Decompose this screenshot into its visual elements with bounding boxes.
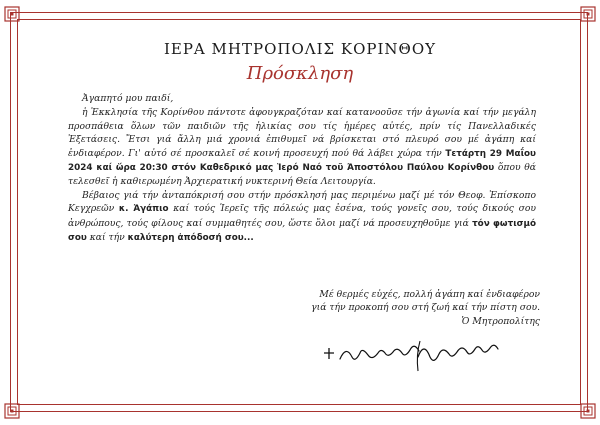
corner-ornament-icon	[2, 4, 22, 24]
document-title: ΙΕΡΑ ΜΗΤΡΟΠΟΛΙΣ ΚΟΡΙΝΘΟΥ	[163, 40, 437, 58]
closing-line-1: Μέ θερμές εὐχές, πολλή ἀγάπη καί ἐνδιαφέρον	[319, 289, 540, 300]
paragraph-text: καί τούς Ἱερεῖς τῆς πόλεώς μας ἐσένα, τούς γονεῖς σου, τούς δικούς σου ἀνθρώπους, τούς φίλους καί συμμαθητές σου, ὥστε ὅλοι μαζί νά προσευχηθοῦμε γιά	[68, 203, 536, 229]
paragraph-text: καί τήν	[86, 232, 128, 244]
bishop-name: κ. Ἀγάπιο	[118, 204, 169, 215]
closing-line-2: γιά τήν προκοπή σου στή ζωή καί τήν πίστη σου.	[311, 302, 540, 314]
signature-icon	[320, 335, 530, 375]
closing-block	[250, 288, 540, 328]
greeting: Ἀγαπητό μου παιδί,	[82, 93, 174, 104]
document-subtitle: Πρόσκληση	[246, 63, 354, 84]
emphasis-text: τόν φωτισμό σου	[68, 218, 536, 244]
corner-ornament-icon	[578, 4, 598, 24]
closing-line-3: Ὁ Μητροπολίτης	[461, 315, 540, 327]
corner-ornament-icon	[2, 401, 22, 421]
letter-body	[68, 92, 536, 245]
corner-ornament-icon	[578, 401, 598, 421]
paragraph-text: ὅπου θά τελεσθεῖ ἡ καθιερωμένη Ἀρχιερατική νυκτερινή Θεία Λειτουργία.	[68, 162, 536, 188]
paragraph-text: ἡ Ἐκκλησία τῆς Κορίνθου πάντοτε ἀφουγκραζόταν καί κατανοοῦσε τήν ἀγωνία καί τήν μεγάλη προσπάθεια ὅλων τῶν παιδιῶν τῆς ἡλικίας σου τίς ἡμέρες αὐτές, πρίν τίς Πανελλαδικές Ἐξετάσεις. Ἔτσι γιά ἄλλη μιά χρονιά ἐπιθυμεῖ νά βρίσκεται στό πλευρό σου μέ ἀγάπη καί ἐνδιαφέρον. Γι' αὐτό σέ προσκαλεῖ σέ κοινή προσευχή πού θά λάβει χώρα τήν	[68, 107, 536, 159]
event-details: Τετάρτη 29 Μαΐου 2024 καί ὥρα 20:30 στόν Καθεδρικό μας Ἱερό Ναό τοῦ Ἀποστόλου Παύλου Κορίνθου	[68, 148, 536, 174]
paragraph-text: Βέβαιος γιά τήν ἀνταπόκρισή σου στήν πρόσκλησή μας περιμένω μαζί μέ τόν Θεοφ. Ἐπίσκοπο Κεγχρεῶν	[68, 189, 536, 215]
paragraph-2	[68, 189, 536, 246]
paragraph-1	[68, 106, 536, 188]
emphasis-text: καλύτερη ἀπόδοσή σου...	[127, 233, 254, 244]
